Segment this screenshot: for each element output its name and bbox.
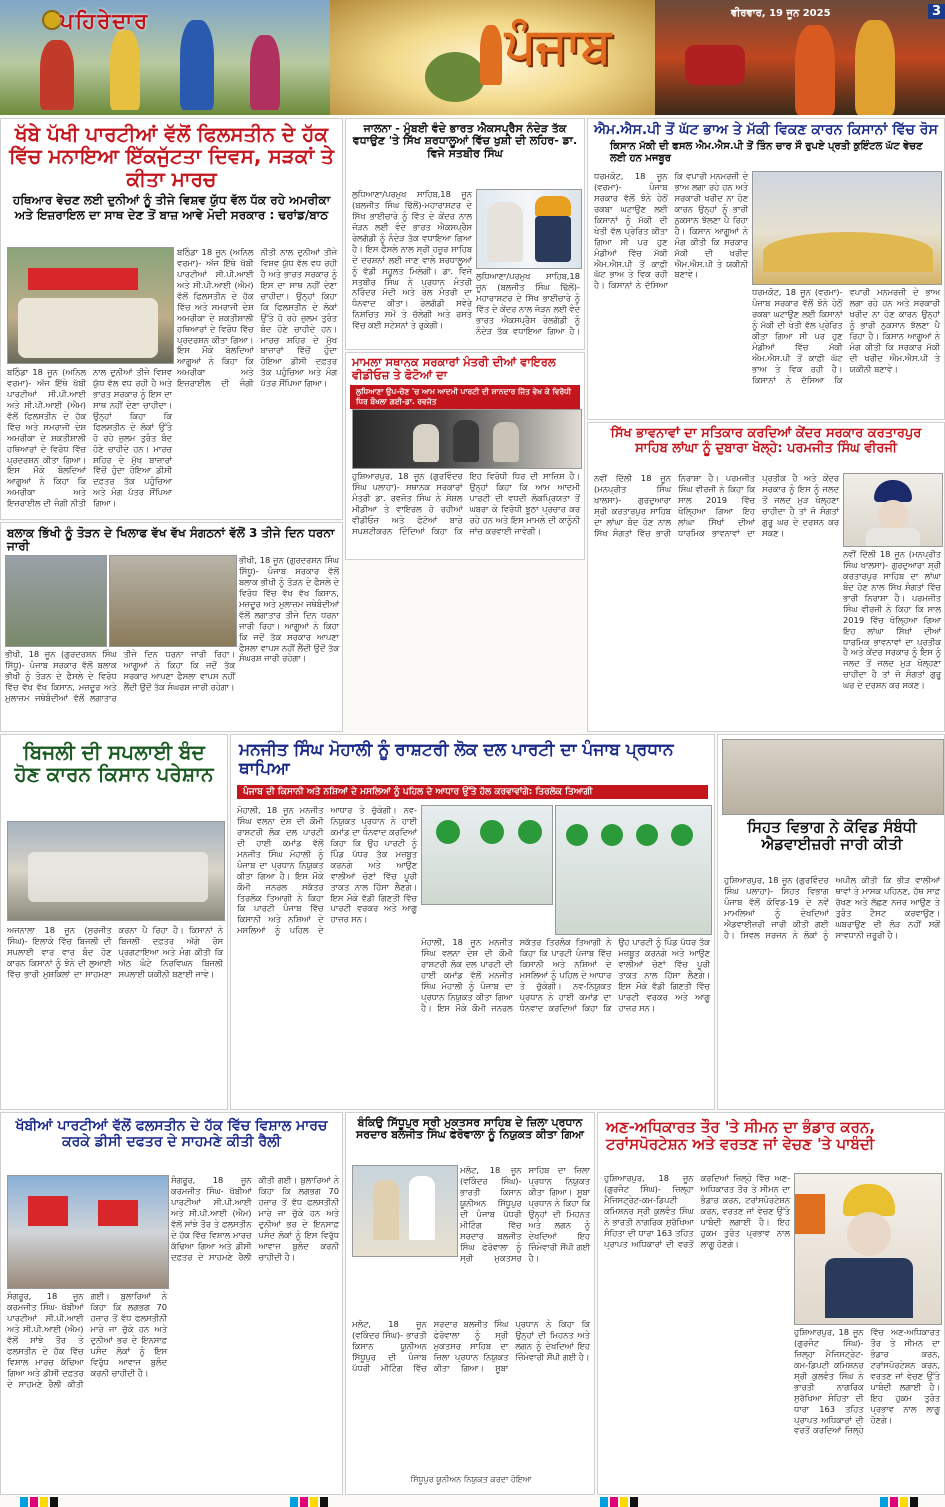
article-photo-official bbox=[794, 1173, 942, 1325]
section-title: ਪੰਜਾਬ bbox=[505, 18, 611, 74]
headline: ਖੱਬੀਆਂ ਪਾਰਟੀਆਂ ਵੱਲੋਂ ਫਲਸਤੀਨ ਦੇ ਹੱਕ ਵਿੱਚ ਵਿਸ਼ਾਲ ਮਾਰਚ ਕਰਕੇ ਡੀਸੀ ਦਫਤਰ ਦੇ ਸਾਹਮਣੇ ਕੀਤੀ ਰੈਲੀ bbox=[15, 1118, 328, 1150]
article-cement-ban bbox=[597, 1112, 945, 1495]
registration-mark bbox=[300, 1497, 308, 1507]
registration-mark bbox=[290, 1497, 298, 1507]
article-body: ਮਲੋਟ, 18 ਜੂਨ (ਵਕਿੰਦਰ ਸਿੰਘ)- ਭਾਰਤੀ ਕਿਸਾਨ ਯੂਨੀਅਨ ਸਿੱਧੂਪੁਰ ਦੀ ਪੰਜਾਬ ਪੱਧਰੀ ਮੀਟਿੰਗ ਵਿੱਚ ਸਰਦਾਰ ਬਲਜੀਤ ਸਿੰਘ ਫੇਰੋਵਾਲਾ ਨੂੰ ਸ੍ਰੀ ਮੁਕਤਸਰ ਸਾਹਿਬ ਦਾ ਜ਼ਿਲਾ ਪ੍ਰਧਾਨ ਨਿਯੁਕਤ ਕੀਤਾ ਗਿਆ। ਸੂਬਾ ਪ੍ਰਧਾਨ ਨੇ ਕਿਹਾ ਕਿ ਉਨ੍ਹਾਂ ਦੀ ਮਿਹਨਤ ਅਤੇ ਲਗਨ ਨੂੰ ਦੇਖਦਿਆਂ ਇਹ ਜ਼ਿੰਮੇਵਾਰੀ ਸੌਂਪੀ ਗਈ ਹੈ। bbox=[460, 1165, 590, 1263]
photo-caption: ਸਿੱਧੂਪੁਰ ਯੂਨੀਅਨ ਨਿਯੁਕਤ ਕਰਦਾ ਹੋਇਆ bbox=[410, 1475, 532, 1484]
article-palestine-solidarity bbox=[0, 118, 343, 520]
brand-logo-icon bbox=[42, 10, 62, 30]
article-body-continued: ਮਲੋਟ, 18 ਜੂਨ (ਵਕਿੰਦਰ ਸਿੰਘ)- ਭਾਰਤੀ ਕਿਸਾਨ ਯੂਨੀਅਨ ਸਿੱਧੂਪੁਰ ਦੀ ਪੰਜਾਬ ਪੱਧਰੀ ਮੀਟਿੰਗ ਵਿੱਚ ਸਰਦਾਰ ਬਲਜੀਤ ਸਿੰਘ ਫੇਰੋਵਾਲਾ ਨੂੰ ਸ੍ਰੀ ਮੁਕਤਸਰ ਸਾਹਿਬ ਦਾ ਜ਼ਿਲਾ ਪ੍ਰਧਾਨ ਨਿਯੁਕਤ ਕੀਤਾ ਗਿਆ। ਸੂਬਾ ਪ੍ਰਧਾਨ ਨੇ ਕਿਹਾ ਕਿ ਉਨ੍ਹਾਂ ਦੀ ਮਿਹਨਤ ਅਤੇ ਲਗਨ ਨੂੰ ਦੇਖਦਿਆਂ ਇਹ ਜ਼ਿੰਮੇਵਾਰੀ ਸੌਂਪੀ ਗਈ ਹੈ। bbox=[352, 1319, 590, 1373]
article-photo-rally bbox=[7, 1175, 169, 1289]
article-photo-party-1 bbox=[421, 805, 553, 905]
registration-mark bbox=[900, 1497, 908, 1507]
subhead: ਹਥਿਆਰ ਵੇਚਣ ਲਈ ਦੁਨੀਆਂ ਨੂੰ ਤੀਜੇ ਵਿਸ਼ਵ ਯੁੱਧ ਵੱਲ ਧੱਕ ਰਹੇ ਅਮਰੀਕਾ ਅਤੇ ਇਜ਼ਰਾਇਲ ਦਾ ਸਾਥ ਦੇਣ ਤੋਂ ਬਾਜ਼ ਆਵੇ ਮੋਦੀ ਸਰਕਾਰ : ਢਰਾਂਡ/ਬਾਠ bbox=[12, 193, 331, 223]
article-body-continued: ਬਠਿੰਡਾ 18 ਜੂਨ (ਅਨਿਲ ਵਰਮਾ)- ਅੱਜ ਇੱਥੇ ਖੱਬੀ ਪਾਰਟੀਆਂ ਸੀ.ਪੀ.ਆਈ ਅਤੇ ਸੀ.ਪੀ.ਆਈ (ਐਮ) ਵੱਲੋਂ ਫਿਲਸਤੀਨ ਦੇ ਹੱਕ ਵਿੱਚ ਅਤੇ ਸਮਰਾਜੀ ਦੇਸ਼ ਅਮਰੀਕਾ ਦੇ ਸ਼ਕਤੀਸ਼ਾਲੀ ਹਥਿਆਰਾਂ ਦੇ ਵਿਰੋਧ ਵਿੱਚ ਪ੍ਰਦਰਸ਼ਨ ਕੀਤਾ ਗਿਆ। ਇਸ ਮੌਕੇ ਬੋਲਦਿਆਂ ਆਗੂਆਂ ਨੇ ਕਿਹਾ ਕਿ ਅਮਰੀਕਾ ਅਤੇ ਇਜ਼ਰਾਈਲ ਦੀ ਜੰਗੀ ਨੀਤੀ ਨਾਲ ਦੁਨੀਆਂ ਤੀਜੇ ਵਿਸ਼ਵ ਯੁੱਧ ਵੱਲ ਵਧ ਰਹੀ ਹੈ ਅਤੇ ਭਾਰਤ ਸਰਕਾਰ ਨੂੰ ਇਸ ਦਾ ਸਾਥ ਨਹੀਂ ਦੇਣਾ ਚਾਹੀਦਾ। ਉਨ੍ਹਾਂ ਕਿਹਾ ਕਿ ਫਿਲਸਤੀਨ ਦੇ ਲੋਕਾਂ ਉੱਤੇ ਹੋ ਰਹੇ ਜ਼ੁਲਮ ਤੁਰੰਤ ਬੰਦ ਹੋਣੇ ਚਾਹੀਦੇ ਹਨ। ਮਾਰਚ ਸ਼ਹਿਰ ਦੇ ਮੁੱਖ ਬਾਜ਼ਾਰਾਂ ਵਿੱਚੋਂ ਹੁੰਦਾ ਹੋਇਆ ਡੀਸੀ ਦਫ਼ਤਰ ਤੱਕ ਪਹੁੰਚਿਆ ਅਤੇ ਮੰਗ ਪੱਤਰ ਸੌਂਪਿਆ ਗਿਆ। bbox=[7, 367, 172, 509]
article-power-supply bbox=[0, 734, 228, 1110]
registration-mark bbox=[610, 1497, 618, 1507]
subhead: ਲੁਧਿਆਣਾ ਉਪ-ਚੋਣ 'ਚ ਆਮ ਆਦਮੀ ਪਾਰਟੀ ਦੀ ਸ਼ਾਨਦਾਰ ਜਿੱਤ ਵੇਖ ਕੇ ਵਿਰੋਧੀ ਧਿਰ ਬੌਖਲਾ ਗਈ-ਡਾ. ਰਵਜੋਤ bbox=[350, 385, 580, 409]
article-photo-protest bbox=[5, 555, 107, 647]
article-body: ਨਵੀਂ ਦਿੱਲੀ 18 ਜੂਨ (ਮਨਪ੍ਰੀਤ ਸਿੰਘ ਖਾਲਸਾ)- ਗੁਰਦੁਆਰਾ ਸ਼੍ਰੀ ਕਰਤਾਰਪੁਰ ਸਾਹਿਬ ਦਾ ਲਾਂਘਾ ਬੰਦ ਹੋਣ ਨਾਲ ਸਿੱਖ ਸੰਗਤਾਂ ਵਿੱਚ ਭਾਰੀ ਨਿਰਾਸ਼ਾ ਹੈ। ਪਰਮਜੀਤ ਸਿੰਘ ਵੀਰਜੀ ਨੇ ਕਿਹਾ ਕਿ ਸਾਲ 2019 ਵਿੱਚ ਖੋਲ੍ਹਿਆ ਗਿਆ ਇਹ ਲਾਂਘਾ ਸਿੱਖਾਂ ਦੀਆਂ ਧਾਰਮਿਕ ਭਾਵਨਾਵਾਂ ਦਾ ਪ੍ਰਤੀਕ ਹੈ ਅਤੇ ਕੇਂਦਰ ਸਰਕਾਰ ਨੂੰ ਇਸ ਨੂੰ ਜਲਦ ਤੋਂ ਜਲਦ ਮੁੜ ਖੋਲ੍ਹਣਾ ਚਾਹੀਦਾ ਹੈ ਤਾਂ ਜੋ ਸੰਗਤਾਂ ਗੁਰੂ ਘਰ ਦੇ ਦਰਸ਼ਨ ਕਰ ਸਕਣ। bbox=[594, 473, 839, 538]
article-photo-maize-heap bbox=[752, 171, 942, 285]
article-photo-group bbox=[722, 739, 944, 815]
headline: ਬਿਜਲੀ ਦੀ ਸਪਲਾਈ ਬੰਦ ਹੋਣ ਕਾਰਨ ਕਿਸਾਨ ਪਰੇਸ਼ਾਨ bbox=[14, 740, 214, 787]
headline: ਐਮ.ਐਸ.ਪੀ ਤੋਂ ਘੱਟ ਭਾਅ ਤੇ ਮੱਕੀ ਵਿਕਣ ਕਾਰਨ ਕਿਸਾਨਾਂ ਵਿੱਚ ਰੋਸ bbox=[594, 122, 938, 138]
headline: ਬਲਾਕ ਭਿੱਖੀ ਨੂੰ ਤੋੜਨ ਦੇ ਖਿਲਾਫ ਵੱਖ ਵੱਖ ਸੰਗਠਨਾਂ ਵੱਲੋਂ 3 ਤੀਜੇ ਦਿਨ ਧਰਨਾ ਜਾਰੀ bbox=[7, 526, 335, 554]
article-body: ਲੁਧਿਆਣਾ/ਪਰਮੁਖ ਸਾਹਿਬ,18 ਜੂਨ (ਬਲਜੀਤ ਸਿੰਘ ਢਿੱਲੋਂ)-ਮਹਾਰਾਸ਼ਟਰ ਦੇ ਸਿੱਖ ਭਾਈਚਾਰੇ ਨੂੰ ਵਿੱਤ ਦੇ ਕੇਂਦਰ ਨਾਲ ਜੋੜਨ ਲਈ ਵੰਦੇ ਭਾਰਤ ਐਕਸਪ੍ਰੈਸ ਰੇਲਗੱਡੀ ਨੂੰ ਨੰਦੇੜ ਤੱਕ ਵਧਾਇਆ ਗਿਆ ਹੈ। ਇਸ ਫੈਸਲੇ ਨਾਲ ਸ੍ਰੀ ਹਜ਼ੂਰ ਸਾਹਿਬ ਦੇ ਦਰਸ਼ਨਾਂ ਲਈ ਜਾਣ ਵਾਲੇ ਸ਼ਰਧਾਲੂਆਂ ਨੂੰ ਵੱਡੀ ਸਹੂਲਤ ਮਿਲੇਗੀ। ਡਾ. ਵਿਜੇ ਸਤਬੀਰ ਸਿੰਘ ਨੇ ਪ੍ਰਧਾਨ ਮੰਤਰੀ ਨਰਿੰਦਰ ਮੋਦੀ ਅਤੇ ਰੇਲ ਮੰਤਰੀ ਦਾ ਧੰਨਵਾਦ ਕੀਤਾ। ਰੇਲਗੱਡੀ ਸਵੇਰੇ ਨਿਸ਼ਚਿਤ ਸਮੇਂ ਤੇ ਚੱਲੇਗੀ ਅਤੇ ਰਸਤੇ ਵਿੱਚ ਕਈ ਸਟੇਸ਼ਨਾਂ ਤੇ ਰੁਕੇਗੀ। bbox=[352, 189, 472, 331]
headline: ਸਿਹਤ ਵਿਭਾਗ ਨੇ ਕੋਵਿਡ ਸੰਬੰਧੀ ਐਡਵਾਈਜ਼ਰੀ ਜਾਰੀ ਕੀਤੀ bbox=[747, 818, 917, 853]
article-district-president bbox=[345, 1112, 595, 1495]
article-body-continued: ਧਰਮਕੋਟ, 18 ਜੂਨ (ਵਰਮਾ)- ਪੰਜਾਬ ਸਰਕਾਰ ਵੱਲੋਂ ਝੋਨੇ ਹੇਠੋਂ ਰਕਬਾ ਘਟਾਉਣ ਲਈ ਕਿਸਾਨਾਂ ਨੂੰ ਮੱਕੀ ਦੀ ਖੇਤੀ ਵੱਲ ਪ੍ਰੇਰਿਤ ਕੀਤਾ ਗਿਆ ਸੀ ਪਰ ਹੁਣ ਮੰਡੀਆਂ ਵਿੱਚ ਮੱਕੀ ਐਮ.ਐਸ.ਪੀ ਤੋਂ ਕਾਫ਼ੀ ਘੱਟ ਭਾਅ ਤੇ ਵਿਕ ਰਹੀ ਹੈ। ਕਿਸਾਨਾਂ ਨੇ ਦੱਸਿਆ ਕਿ ਵਪਾਰੀ ਮਨਮਰਜ਼ੀ ਦੇ ਭਾਅ ਲਗਾ ਰਹੇ ਹਨ ਅਤੇ ਸਰਕਾਰੀ ਖਰੀਦ ਨਾ ਹੋਣ ਕਾਰਨ ਉਨ੍ਹਾਂ ਨੂੰ ਭਾਰੀ ਨੁਕਸਾਨ ਝੱਲਣਾ ਪੈ ਰਿਹਾ ਹੈ। ਕਿਸਾਨ ਆਗੂਆਂ ਨੇ ਮੰਗ ਕੀਤੀ ਕਿ ਸਰਕਾਰ ਮੱਕੀ ਦੀ ਖਰੀਦ ਐਮ.ਐਸ.ਪੀ ਤੇ ਯਕੀਨੀ ਬਣਾਵੇ। bbox=[752, 287, 940, 385]
article-photo-appointment bbox=[352, 1165, 458, 1257]
registration-mark bbox=[910, 1497, 918, 1507]
article-body: ਹੁਸ਼ਿਆਰਪੁਰ, 18 ਜੂਨ (ਗੁਰਵਿੰਦਰ ਸਿੰਘ ਪਲਾਹਾ)- ਸਿਹਤ ਵਿਭਾਗ ਪੰਜਾਬ ਵੱਲੋਂ ਕੋਵਿਡ-19 ਦੇ ਨਵੇਂ ਮਾਮਲਿਆਂ ਨੂੰ ਦੇਖਦਿਆਂ ਐਡਵਾਈਜ਼ਰੀ ਜਾਰੀ ਕੀਤੀ ਗਈ ਹੈ। ਸਿਵਲ ਸਰਜਨ ਨੇ ਲੋਕਾਂ ਨੂੰ ਅਪੀਲ ਕੀਤੀ ਕਿ ਭੀੜ ਵਾਲੀਆਂ ਥਾਵਾਂ ਤੇ ਮਾਸਕ ਪਹਿਨਣ, ਹੱਥ ਸਾਫ਼ ਰੱਖਣ ਅਤੇ ਲੱਛਣ ਨਜ਼ਰ ਆਉਣ ਤੇ ਤੁਰੰਤ ਟੈਸਟ ਕਰਵਾਉਣ। ਘਬਰਾਉਣ ਦੀ ਲੋੜ ਨਹੀਂ ਸਗੋਂ ਸਾਵਧਾਨੀ ਜ਼ਰੂਰੀ ਹੈ। bbox=[724, 875, 940, 940]
article-body: ਅਜਨਾਲਾ 18 ਜੂਨ (ਸੁਰਜੀਤ ਸਿੰਘ)- ਇਲਾਕੇ ਵਿੱਚ ਬਿਜਲੀ ਦੀ ਸਪਲਾਈ ਵਾਰ ਵਾਰ ਬੰਦ ਹੋਣ ਕਾਰਨ ਕਿਸਾਨਾਂ ਨੂੰ ਝੋਨੇ ਦੀ ਲੁਆਈ ਵਿੱਚ ਭਾਰੀ ਮੁਸ਼ਕਿਲਾਂ ਦਾ ਸਾਹਮਣਾ ਕਰਨਾ ਪੈ ਰਿਹਾ ਹੈ। ਕਿਸਾਨਾਂ ਨੇ ਬਿਜਲੀ ਦਫ਼ਤਰ ਅੱਗੇ ਰੋਸ ਪ੍ਰਗਟਾਇਆ ਅਤੇ ਮੰਗ ਕੀਤੀ ਕਿ ਅੱਠ ਘੰਟੇ ਨਿਰਵਿਘਨ ਬਿਜਲੀ ਸਪਲਾਈ ਯਕੀਨੀ ਬਣਾਈ ਜਾਵੇ। bbox=[7, 925, 223, 979]
subhead: ਕਿਸਾਨ ਮੱਕੀ ਦੀ ਫਸਲ ਐਮ.ਐਸ.ਪੀ ਤੋਂ ਤਿੰਨ ਚਾਰ ਸੌ ਰੁਪਏ ਪ੍ਰਤੀ ਕੁਇੰਟਲ ਘੱਟ ਵੇਚਣ ਲਈ ਹਨ ਮਜਬੂਰ bbox=[610, 140, 923, 165]
article-body: ਹੁਸ਼ਿਆਰਪੁਰ, 18 ਜੂਨ (ਗੁਰਵਿੰਦਰ ਸਿੰਘ ਪਲਾਹਾ)- ਸਥਾਨਕ ਸਰਕਾਰਾਂ ਮੰਤਰੀ ਡਾ. ਰਵਜੋਤ ਸਿੰਘ ਨੇ ਸੋਸ਼ਲ ਮੀਡੀਆ ਤੇ ਵਾਇਰਲ ਹੋ ਰਹੀਆਂ ਵੀਡੀਓਜ਼ ਅਤੇ ਫੋਟੋਆਂ ਬਾਰੇ ਸਪਸ਼ਟੀਕਰਨ ਦਿੰਦਿਆਂ ਕਿਹਾ ਕਿ ਇਹ ਵਿਰੋਧੀ ਧਿਰ ਦੀ ਸਾਜ਼ਿਸ਼ ਹੈ। ਉਨ੍ਹਾਂ ਕਿਹਾ ਕਿ ਆਮ ਆਦਮੀ ਪਾਰਟੀ ਦੀ ਵਧਦੀ ਲੋਕਪ੍ਰਿਯਤਾ ਤੋਂ ਘਬਰਾ ਕੇ ਵਿਰੋਧੀ ਝੂਠਾ ਪ੍ਰਚਾਰ ਕਰ ਰਹੇ ਹਨ ਅਤੇ ਇਸ ਮਾਮਲੇ ਦੀ ਕਾਨੂੰਨੀ ਜਾਂਚ ਕਰਵਾਈ ਜਾਵੇਗੀ। bbox=[352, 471, 580, 536]
brand-name: ਪਹਿਰੇਦਾਰ bbox=[60, 8, 150, 33]
article-photo-party-2 bbox=[555, 805, 712, 935]
article-photo bbox=[7, 247, 174, 364]
page-number: 3 bbox=[928, 4, 945, 19]
registration-mark bbox=[20, 1497, 28, 1507]
article-photo bbox=[476, 189, 582, 269]
registration-mark bbox=[600, 1497, 608, 1507]
article-body-continued: ਮੋਹਾਲੀ, 18 ਜੂਨ ਮਨਜੀਤ ਸਿੰਘ ਵਲਨਾ ਦੇਸ਼ ਦੀ ਕੌਮੀ ਰਾਸ਼ਟਰੀ ਲੋਕ ਦਲ ਪਾਰਟੀ ਦੀ ਹਾਈ ਕਮਾਂਡ ਵੱਲੋਂ ਮਨਜੀਤ ਸਿੰਘ ਮੋਹਾਲੀ ਨੂੰ ਪੰਜਾਬ ਦਾ ਪ੍ਰਧਾਨ ਨਿਯੁਕਤ ਕੀਤਾ ਗਿਆ ਹੈ। ਇਸ ਮੌਕੇ ਕੌਮੀ ਜਨਰਲ ਸਕੱਤਰ ਤਿਰਲੋਕ ਤਿਆਗੀ ਨੇ ਕਿਹਾ ਕਿ ਪਾਰਟੀ ਪੰਜਾਬ ਵਿੱਚ ਕਿਸਾਨੀ ਅਤੇ ਨਸ਼ਿਆਂ ਦੇ ਮਸਲਿਆਂ ਨੂੰ ਪਹਿਲ ਦੇ ਆਧਾਰ ਤੇ ਚੁੱਕੇਗੀ। ਨਵ-ਨਿਯੁਕਤ ਪ੍ਰਧਾਨ ਨੇ ਹਾਈ ਕਮਾਂਡ ਦਾ ਧੰਨਵਾਦ ਕਰਦਿਆਂ ਕਿਹਾ ਕਿ ਉਹ ਪਾਰਟੀ ਨੂੰ ਪਿੰਡ ਪੱਧਰ ਤੱਕ ਮਜ਼ਬੂਤ ਕਰਨਗੇ ਅਤੇ ਆਉਣ ਵਾਲੀਆਂ ਚੋਣਾਂ ਵਿੱਚ ਪੂਰੀ ਤਾਕਤ ਨਾਲ ਹਿੱਸਾ ਲੈਣਗੇ। ਇਸ ਮੌਕੇ ਵੱਡੀ ਗਿਣਤੀ ਵਿੱਚ ਪਾਰਟੀ ਵਰਕਰ ਅਤੇ ਆਗੂ ਹਾਜ਼ਰ ਸਨ। bbox=[421, 937, 710, 1013]
registration-mark bbox=[50, 1497, 58, 1507]
headline: ਮਨਜੀਤ ਸਿੰਘ ਮੋਹਾਲੀ ਨੂੰ ਰਾਸ਼ਟਰੀ ਲੋਕ ਦਲ ਪਾਰਟੀ ਦਾ ਪੰਜਾਬ ਪ੍ਰਧਾਨ ਥਾਪਿਆ bbox=[239, 740, 674, 780]
article-left-rally bbox=[0, 1112, 343, 1495]
issue-date: ਵੀਰਵਾਰ, 19 ਜੂਨ 2025 bbox=[731, 8, 831, 19]
headline: ਜਾਲਨਾ - ਮੁੰਬਈ ਵੰਦੇ ਭਾਰਤ ਐਕਸਪ੍ਰੈਸ ਨੰਦੇੜ ਤੱਕ ਵਧਾਉਣ 'ਤੇ ਸਿੱਖ ਸ਼ਰਧਾਲੂਆਂ ਵਿੱਚ ਖੁਸ਼ੀ ਦੀ ਲਹਿਰ- ਡਾ. ਵਿਜੇ ਸਤਬੀਰ ਸਿੰਘ bbox=[352, 122, 578, 160]
article-express-train bbox=[345, 118, 585, 350]
article-minister-video bbox=[345, 352, 585, 560]
article-body-continued: ਸੰਗਰੂਰ, 18 ਜੂਨ ਕਰਮਜੀਤ ਸਿੰਘ- ਖੱਬੀਆਂ ਪਾਰਟੀਆਂ ਸੀ.ਪੀ.ਆਈ ਅਤੇ ਸੀ.ਪੀ.ਆਈ (ਐਮ) ਵੱਲੋਂ ਸਾਂਝੇ ਤੌਰ ਤੇ ਫਲਸਤੀਨ ਦੇ ਹੱਕ ਵਿੱਚ ਵਿਸ਼ਾਲ ਮਾਰਚ ਕੱਢਿਆ ਗਿਆ ਅਤੇ ਡੀਸੀ ਦਫ਼ਤਰ ਦੇ ਸਾਹਮਣੇ ਰੈਲੀ ਕੀਤੀ ਗਈ। ਬੁਲਾਰਿਆਂ ਨੇ ਕਿਹਾ ਕਿ ਲਗਭਗ 70 ਹਜ਼ਾਰ ਤੋਂ ਵੱਧ ਫਲਸਤੀਨੀ ਮਾਰੇ ਜਾ ਚੁੱਕੇ ਹਨ ਅਤੇ ਦੁਨੀਆਂ ਭਰ ਦੇ ਇਨਸਾਫ਼ ਪਸੰਦ ਲੋਕਾਂ ਨੂੰ ਇਸ ਵਿਰੁੱਧ ਆਵਾਜ਼ ਬੁਲੰਦ ਕਰਨੀ ਚਾਹੀਦੀ ਹੈ। bbox=[7, 1291, 167, 1389]
article-photo-protest-2 bbox=[109, 555, 237, 647]
article-body: ਧਰਮਕੋਟ, 18 ਜੂਨ (ਵਰਮਾ)- ਪੰਜਾਬ ਸਰਕਾਰ ਵੱਲੋਂ ਝੋਨੇ ਹੇਠੋਂ ਰਕਬਾ ਘਟਾਉਣ ਲਈ ਕਿਸਾਨਾਂ ਨੂੰ ਮੱਕੀ ਦੀ ਖੇਤੀ ਵੱਲ ਪ੍ਰੇਰਿਤ ਕੀਤਾ ਗਿਆ ਸੀ ਪਰ ਹੁਣ ਮੰਡੀਆਂ ਵਿੱਚ ਮੱਕੀ ਐਮ.ਐਸ.ਪੀ ਤੋਂ ਕਾਫ਼ੀ ਘੱਟ ਭਾਅ ਤੇ ਵਿਕ ਰਹੀ ਹੈ। ਕਿਸਾਨਾਂ ਨੇ ਦੱਸਿਆ ਕਿ ਵਪਾਰੀ ਮਨਮਰਜ਼ੀ ਦੇ ਭਾਅ ਲਗਾ ਰਹੇ ਹਨ ਅਤੇ ਸਰਕਾਰੀ ਖਰੀਦ ਨਾ ਹੋਣ ਕਾਰਨ ਉਨ੍ਹਾਂ ਨੂੰ ਭਾਰੀ ਨੁਕਸਾਨ ਝੱਲਣਾ ਪੈ ਰਿਹਾ ਹੈ। ਕਿਸਾਨ ਆਗੂਆਂ ਨੇ ਮੰਗ ਕੀਤੀ ਕਿ ਸਰਕਾਰ ਮੱਕੀ ਦੀ ਖਰੀਦ ਐਮ.ਐਸ.ਪੀ ਤੇ ਯਕੀਨੀ ਬਣਾਵੇ। bbox=[594, 171, 748, 291]
headline: ਮਾਮਲਾ ਸਥਾਨਕ ਸਰਕਾਰਾਂ ਮੰਤਰੀ ਦੀਆਂ ਵਾਇਰਲ ਵੀਡੀਓਜ਼ ਤੇ ਫੋਟੋਆਂ ਦਾ bbox=[352, 355, 556, 382]
article-body-continued: ਨਵੀਂ ਦਿੱਲੀ 18 ਜੂਨ (ਮਨਪ੍ਰੀਤ ਸਿੰਘ ਖਾਲਸਾ)- ਗੁਰਦੁਆਰਾ ਸ਼੍ਰੀ ਕਰਤਾਰਪੁਰ ਸਾਹਿਬ ਦਾ ਲਾਂਘਾ ਬੰਦ ਹੋਣ ਨਾਲ ਸਿੱਖ ਸੰਗਤਾਂ ਵਿੱਚ ਭਾਰੀ ਨਿਰਾਸ਼ਾ ਹੈ। ਪਰਮਜੀਤ ਸਿੰਘ ਵੀਰਜੀ ਨੇ ਕਿਹਾ ਕਿ ਸਾਲ 2019 ਵਿੱਚ ਖੋਲ੍ਹਿਆ ਗਿਆ ਇਹ ਲਾਂਘਾ ਸਿੱਖਾਂ ਦੀਆਂ ਧਾਰਮਿਕ ਭਾਵਨਾਵਾਂ ਦਾ ਪ੍ਰਤੀਕ ਹੈ ਅਤੇ ਕੇਂਦਰ ਸਰਕਾਰ ਨੂੰ ਇਸ ਨੂੰ ਜਲਦ ਤੋਂ ਜਲਦ ਮੁੜ ਖੋਲ੍ਹਣਾ ਚਾਹੀਦਾ ਹੈ ਤਾਂ ਜੋ ਸੰਗਤਾਂ ਗੁਰੂ ਘਰ ਦੇ ਦਰਸ਼ਨ ਕਰ ਸਕਣ। bbox=[843, 549, 941, 691]
article-manjit-mohali bbox=[230, 734, 715, 1110]
article-body: ਭੀਖੀ, 18 ਜੂਨ (ਗੁਰਦਰਸ਼ਨ ਸਿੰਘ ਸਿੱਧੂ)- ਪੰਜਾਬ ਸਰਕਾਰ ਵੱਲੋਂ ਬਲਾਕ ਭੀਖੀ ਨੂੰ ਤੋੜਨ ਦੇ ਫੈਸਲੇ ਦੇ ਵਿਰੋਧ ਵਿੱਚ ਵੱਖ ਵੱਖ ਕਿਸਾਨ, ਮਜ਼ਦੂਰ ਅਤੇ ਮੁਲਾਜ਼ਮ ਜਥੇਬੰਦੀਆਂ ਵੱਲੋਂ ਲਗਾਤਾਰ ਤੀਜੇ ਦਿਨ ਧਰਨਾ ਜਾਰੀ ਰਿਹਾ। ਆਗੂਆਂ ਨੇ ਕਿਹਾ ਕਿ ਜਦੋਂ ਤੱਕ ਸਰਕਾਰ ਆਪਣਾ ਫੈਸਲਾ ਵਾਪਸ ਨਹੀਂ ਲੈਂਦੀ ਉਦੋਂ ਤੱਕ ਸੰਘਰਸ਼ ਜਾਰੀ ਰਹੇਗਾ। bbox=[239, 555, 339, 664]
subhead: ਪੰਜਾਬ ਦੀ ਕਿਸਾਨੀ ਅਤੇ ਨਸ਼ਿਆਂ ਦੇ ਮਸਲਿਆਂ ਨੂੰ ਪਹਿਲ ਦੇ ਆਧਾਰ ਉੱਤੇ ਹੱਲ ਕਰਵਾਵਾਂਗੇ: ਤਿਰਲੋਕ ਤਿਆਗੀ bbox=[237, 785, 708, 799]
article-body-continued: ਹੁਸ਼ਿਆਰਪੁਰ, 18 ਜੂਨ (ਗੁਰਜੰਟ ਸਿੰਘ)- ਜ਼ਿਲ੍ਹਾ ਮੈਜਿਸਟ੍ਰੇਟ-ਕਮ-ਡਿਪਟੀ ਕਮਿਸ਼ਨਰ ਸ੍ਰੀ ਕੁਲਵੰਤ ਸਿੰਘ ਨੇ ਭਾਰਤੀ ਨਾਗਰਿਕ ਸੁਰੱਖਿਆ ਸੰਹਿਤਾ ਦੀ ਧਾਰਾ 163 ਤਹਿਤ ਪ੍ਰਾਪਤ ਅਧਿਕਾਰਾਂ ਦੀ ਵਰਤੋਂ ਕਰਦਿਆਂ ਜ਼ਿਲ੍ਹੇ ਵਿੱਚ ਅਣ-ਅਧਿਕਾਰਤ ਤੌਰ ਤੇ ਸੀਮਨ ਦਾ ਭੰਡਾਰ ਕਰਨ, ਟਰਾਂਸਪੋਰਟੇਸ਼ਨ ਕਰਨ, ਵਰਤਣ ਜਾਂ ਵੇਚਣ ਉੱਤੇ ਪਾਬੰਦੀ ਲਗਾਈ ਹੈ। ਇਹ ਹੁਕਮ ਤੁਰੰਤ ਪ੍ਰਭਾਵ ਨਾਲ ਲਾਗੂ ਹੋਣਗੇ। bbox=[794, 1327, 940, 1436]
registration-mark bbox=[30, 1497, 38, 1507]
article-kartarpur bbox=[587, 422, 945, 732]
registration-mark bbox=[40, 1497, 48, 1507]
headline: ਅਣ-ਅਧਿਕਾਰਤ ਤੌਰ 'ਤੇ ਸੀਮਨ ਦਾ ਭੰਡਾਰ ਕਰਨ, ਟਰਾਂਸਪੋਰਟੇਸ਼ਨ ਅਤੇ ਵਰਤਣ ਜਾਂ ਵੇਚਣ 'ਤੇ ਪਾਬੰਦੀ bbox=[606, 1118, 876, 1153]
registration-mark bbox=[630, 1497, 638, 1507]
headline: ਖੱਬੇ ਪੱਖੀ ਪਾਰਟੀਆਂ ਵੱਲੋਂ ਫਿਲਸਤੀਨ ਦੇ ਹੱਕ ਵਿੱਚ ਮਨਾਇਆ ਇੱਕਜੁੱਟਤਾ ਦਿਵਸ, ਸੜਕਾਂ ਤੇ ਕੀਤਾ ਮਾਰਚ bbox=[9, 122, 334, 191]
article-body-continued: ਲੁਧਿਆਣਾ/ਪਰਮੁਖ ਸਾਹਿਬ,18 ਜੂਨ (ਬਲਜੀਤ ਸਿੰਘ ਢਿੱਲੋਂ)-ਮਹਾਰਾਸ਼ਟਰ ਦੇ ਸਿੱਖ ਭਾਈਚਾਰੇ ਨੂੰ ਵਿੱਤ ਦੇ ਕੇਂਦਰ ਨਾਲ ਜੋੜਨ ਲਈ ਵੰਦੇ ਭਾਰਤ ਐਕਸਪ੍ਰੈਸ ਰੇਲਗੱਡੀ ਨੂੰ ਨੰਦੇੜ ਤੱਕ ਵਧਾਇਆ ਗਿਆ ਹੈ। bbox=[476, 271, 580, 336]
registration-mark bbox=[880, 1497, 888, 1507]
article-block-protest bbox=[0, 522, 343, 732]
article-body-continued: ਭੀਖੀ, 18 ਜੂਨ (ਗੁਰਦਰਸ਼ਨ ਸਿੰਘ ਸਿੱਧੂ)- ਪੰਜਾਬ ਸਰਕਾਰ ਵੱਲੋਂ ਬਲਾਕ ਭੀਖੀ ਨੂੰ ਤੋੜਨ ਦੇ ਫੈਸਲੇ ਦੇ ਵਿਰੋਧ ਵਿੱਚ ਵੱਖ ਵੱਖ ਕਿਸਾਨ, ਮਜ਼ਦੂਰ ਅਤੇ ਮੁਲਾਜ਼ਮ ਜਥੇਬੰਦੀਆਂ ਵੱਲੋਂ ਲਗਾਤਾਰ ਤੀਜੇ ਦਿਨ ਧਰਨਾ ਜਾਰੀ ਰਿਹਾ। ਆਗੂਆਂ ਨੇ ਕਿਹਾ ਕਿ ਜਦੋਂ ਤੱਕ ਸਰਕਾਰ ਆਪਣਾ ਫੈਸਲਾ ਵਾਪਸ ਨਹੀਂ ਲੈਂਦੀ ਉਦੋਂ ਤੱਕ ਸੰਘਰਸ਼ ਜਾਰੀ ਰਹੇਗਾ। bbox=[5, 649, 235, 703]
article-msp-maize bbox=[587, 118, 945, 420]
registration-mark bbox=[310, 1497, 318, 1507]
registration-mark bbox=[620, 1497, 628, 1507]
article-covid-advisory bbox=[717, 734, 945, 1110]
article-body: ਮੋਹਾਲੀ, 18 ਜੂਨ ਮਨਜੀਤ ਸਿੰਘ ਵਲਨਾ ਦੇਸ਼ ਦੀ ਕੌਮੀ ਰਾਸ਼ਟਰੀ ਲੋਕ ਦਲ ਪਾਰਟੀ ਦੀ ਹਾਈ ਕਮਾਂਡ ਵੱਲੋਂ ਮਨਜੀਤ ਸਿੰਘ ਮੋਹਾਲੀ ਨੂੰ ਪੰਜਾਬ ਦਾ ਪ੍ਰਧਾਨ ਨਿਯੁਕਤ ਕੀਤਾ ਗਿਆ ਹੈ। ਇਸ ਮੌਕੇ ਕੌਮੀ ਜਨਰਲ ਸਕੱਤਰ ਤਿਰਲੋਕ ਤਿਆਗੀ ਨੇ ਕਿਹਾ ਕਿ ਪਾਰਟੀ ਪੰਜਾਬ ਵਿੱਚ ਕਿਸਾਨੀ ਅਤੇ ਨਸ਼ਿਆਂ ਦੇ ਮਸਲਿਆਂ ਨੂੰ ਪਹਿਲ ਦੇ ਆਧਾਰ ਤੇ ਚੁੱਕੇਗੀ। ਨਵ-ਨਿਯੁਕਤ ਪ੍ਰਧਾਨ ਨੇ ਹਾਈ ਕਮਾਂਡ ਦਾ ਧੰਨਵਾਦ ਕਰਦਿਆਂ ਕਿਹਾ ਕਿ ਉਹ ਪਾਰਟੀ ਨੂੰ ਪਿੰਡ ਪੱਧਰ ਤੱਕ ਮਜ਼ਬੂਤ ਕਰਨਗੇ ਅਤੇ ਆਉਣ ਵਾਲੀਆਂ ਚੋਣਾਂ ਵਿੱਚ ਪੂਰੀ ਤਾਕਤ ਨਾਲ ਹਿੱਸਾ ਲੈਣਗੇ। ਇਸ ਮੌਕੇ ਵੱਡੀ ਗਿਣਤੀ ਵਿੱਚ ਪਾਰਟੀ ਵਰਕਰ ਅਤੇ ਆਗੂ ਹਾਜ਼ਰ ਸਨ। bbox=[237, 805, 417, 936]
headline: ਸਿੱਖ ਭਾਵਨਾਵਾਂ ਦਾ ਸਤਿਕਾਰ ਕਰਦਿਆਂ ਕੇਂਦਰ ਸਰਕਾਰ ਕਰਤਾਰਪੁਰ ਸਾਹਿਬ ਲਾਂਘਾ ਨੂੰ ਦੁਬਾਰਾ ਖੋਲ੍ਹੇ: ਪਰਮਜੀਤ ਸਿੰਘ ਵੀਰਜੀ bbox=[610, 426, 922, 456]
registration-mark bbox=[890, 1497, 898, 1507]
article-photo-press-conference bbox=[352, 409, 582, 469]
article-body: ਹੁਸ਼ਿਆਰਪੁਰ, 18 ਜੂਨ (ਗੁਰਜੰਟ ਸਿੰਘ)- ਜ਼ਿਲ੍ਹਾ ਮੈਜਿਸਟ੍ਰੇਟ-ਕਮ-ਡਿਪਟੀ ਕਮਿਸ਼ਨਰ ਸ੍ਰੀ ਕੁਲਵੰਤ ਸਿੰਘ ਨੇ ਭਾਰਤੀ ਨਾਗਰਿਕ ਸੁਰੱਖਿਆ ਸੰਹਿਤਾ ਦੀ ਧਾਰਾ 163 ਤਹਿਤ ਪ੍ਰਾਪਤ ਅਧਿਕਾਰਾਂ ਦੀ ਵਰਤੋਂ ਕਰਦਿਆਂ ਜ਼ਿਲ੍ਹੇ ਵਿੱਚ ਅਣ-ਅਧਿਕਾਰਤ ਤੌਰ ਤੇ ਸੀਮਨ ਦਾ ਭੰਡਾਰ ਕਰਨ, ਟਰਾਂਸਪੋਰਟੇਸ਼ਨ ਕਰਨ, ਵਰਤਣ ਜਾਂ ਵੇਚਣ ਉੱਤੇ ਪਾਬੰਦੀ ਲਗਾਈ ਹੈ। ਇਹ ਹੁਕਮ ਤੁਰੰਤ ਪ੍ਰਭਾਵ ਨਾਲ ਲਾਗੂ ਹੋਣਗੇ। bbox=[604, 1173, 790, 1249]
headline: ਬੰਕਿਉ ਸਿੱਧੂਪੁਰ ਸ੍ਰੀ ਮੁਕਤਸਰ ਸਾਹਿਬ ਦੇ ਜ਼ਿਲਾ ਪ੍ਰਧਾਨ ਸਰਦਾਰ ਬਲਜੀਤ ਸਿੰਘ ਫੇਰੋਵਾਲਾ ਨੂੰ ਨਿਯੁਕਤ ਕੀਤਾ ਗਿਆ bbox=[355, 1116, 585, 1142]
article-body: ਬਠਿੰਡਾ 18 ਜੂਨ (ਅਨਿਲ ਵਰਮਾ)- ਅੱਜ ਇੱਥੇ ਖੱਬੀ ਪਾਰਟੀਆਂ ਸੀ.ਪੀ.ਆਈ ਅਤੇ ਸੀ.ਪੀ.ਆਈ (ਐਮ) ਵੱਲੋਂ ਫਿਲਸਤੀਨ ਦੇ ਹੱਕ ਵਿੱਚ ਅਤੇ ਸਮਰਾਜੀ ਦੇਸ਼ ਅਮਰੀਕਾ ਦੇ ਸ਼ਕਤੀਸ਼ਾਲੀ ਹਥਿਆਰਾਂ ਦੇ ਵਿਰੋਧ ਵਿੱਚ ਪ੍ਰਦਰਸ਼ਨ ਕੀਤਾ ਗਿਆ। ਇਸ ਮੌਕੇ ਬੋਲਦਿਆਂ ਆਗੂਆਂ ਨੇ ਕਿਹਾ ਕਿ ਅਮਰੀਕਾ ਅਤੇ ਇਜ਼ਰਾਈਲ ਦੀ ਜੰਗੀ ਨੀਤੀ ਨਾਲ ਦੁਨੀਆਂ ਤੀਜੇ ਵਿਸ਼ਵ ਯੁੱਧ ਵੱਲ ਵਧ ਰਹੀ ਹੈ ਅਤੇ ਭਾਰਤ ਸਰਕਾਰ ਨੂੰ ਇਸ ਦਾ ਸਾਥ ਨਹੀਂ ਦੇਣਾ ਚਾਹੀਦਾ। ਉਨ੍ਹਾਂ ਕਿਹਾ ਕਿ ਫਿਲਸਤੀਨ ਦੇ ਲੋਕਾਂ ਉੱਤੇ ਹੋ ਰਹੇ ਜ਼ੁਲਮ ਤੁਰੰਤ ਬੰਦ ਹੋਣੇ ਚਾਹੀਦੇ ਹਨ। ਮਾਰਚ ਸ਼ਹਿਰ ਦੇ ਮੁੱਖ ਬਾਜ਼ਾਰਾਂ ਵਿੱਚੋਂ ਹੁੰਦਾ ਹੋਇਆ ਡੀਸੀ ਦਫ਼ਤਰ ਤੱਕ ਪਹੁੰਚਿਆ ਅਤੇ ਮੰਗ ਪੱਤਰ ਸੌਂਪਿਆ ਗਿਆ। bbox=[177, 247, 337, 389]
registration-mark bbox=[320, 1497, 328, 1507]
article-photo-farmers bbox=[7, 821, 225, 921]
article-photo-portrait bbox=[843, 473, 943, 547]
masthead bbox=[0, 0, 945, 115]
article-body: ਸੰਗਰੂਰ, 18 ਜੂਨ ਕਰਮਜੀਤ ਸਿੰਘ- ਖੱਬੀਆਂ ਪਾਰਟੀਆਂ ਸੀ.ਪੀ.ਆਈ ਅਤੇ ਸੀ.ਪੀ.ਆਈ (ਐਮ) ਵੱਲੋਂ ਸਾਂਝੇ ਤੌਰ ਤੇ ਫਲਸਤੀਨ ਦੇ ਹੱਕ ਵਿੱਚ ਵਿਸ਼ਾਲ ਮਾਰਚ ਕੱਢਿਆ ਗਿਆ ਅਤੇ ਡੀਸੀ ਦਫ਼ਤਰ ਦੇ ਸਾਹਮਣੇ ਰੈਲੀ ਕੀਤੀ ਗਈ। ਬੁਲਾਰਿਆਂ ਨੇ ਕਿਹਾ ਕਿ ਲਗਭਗ 70 ਹਜ਼ਾਰ ਤੋਂ ਵੱਧ ਫਲਸਤੀਨੀ ਮਾਰੇ ਜਾ ਚੁੱਕੇ ਹਨ ਅਤੇ ਦੁਨੀਆਂ ਭਰ ਦੇ ਇਨਸਾਫ਼ ਪਸੰਦ ਲੋਕਾਂ ਨੂੰ ਇਸ ਵਿਰੁੱਧ ਆਵਾਜ਼ ਬੁਲੰਦ ਕਰਨੀ ਚਾਹੀਦੀ ਹੈ। bbox=[171, 1175, 339, 1262]
